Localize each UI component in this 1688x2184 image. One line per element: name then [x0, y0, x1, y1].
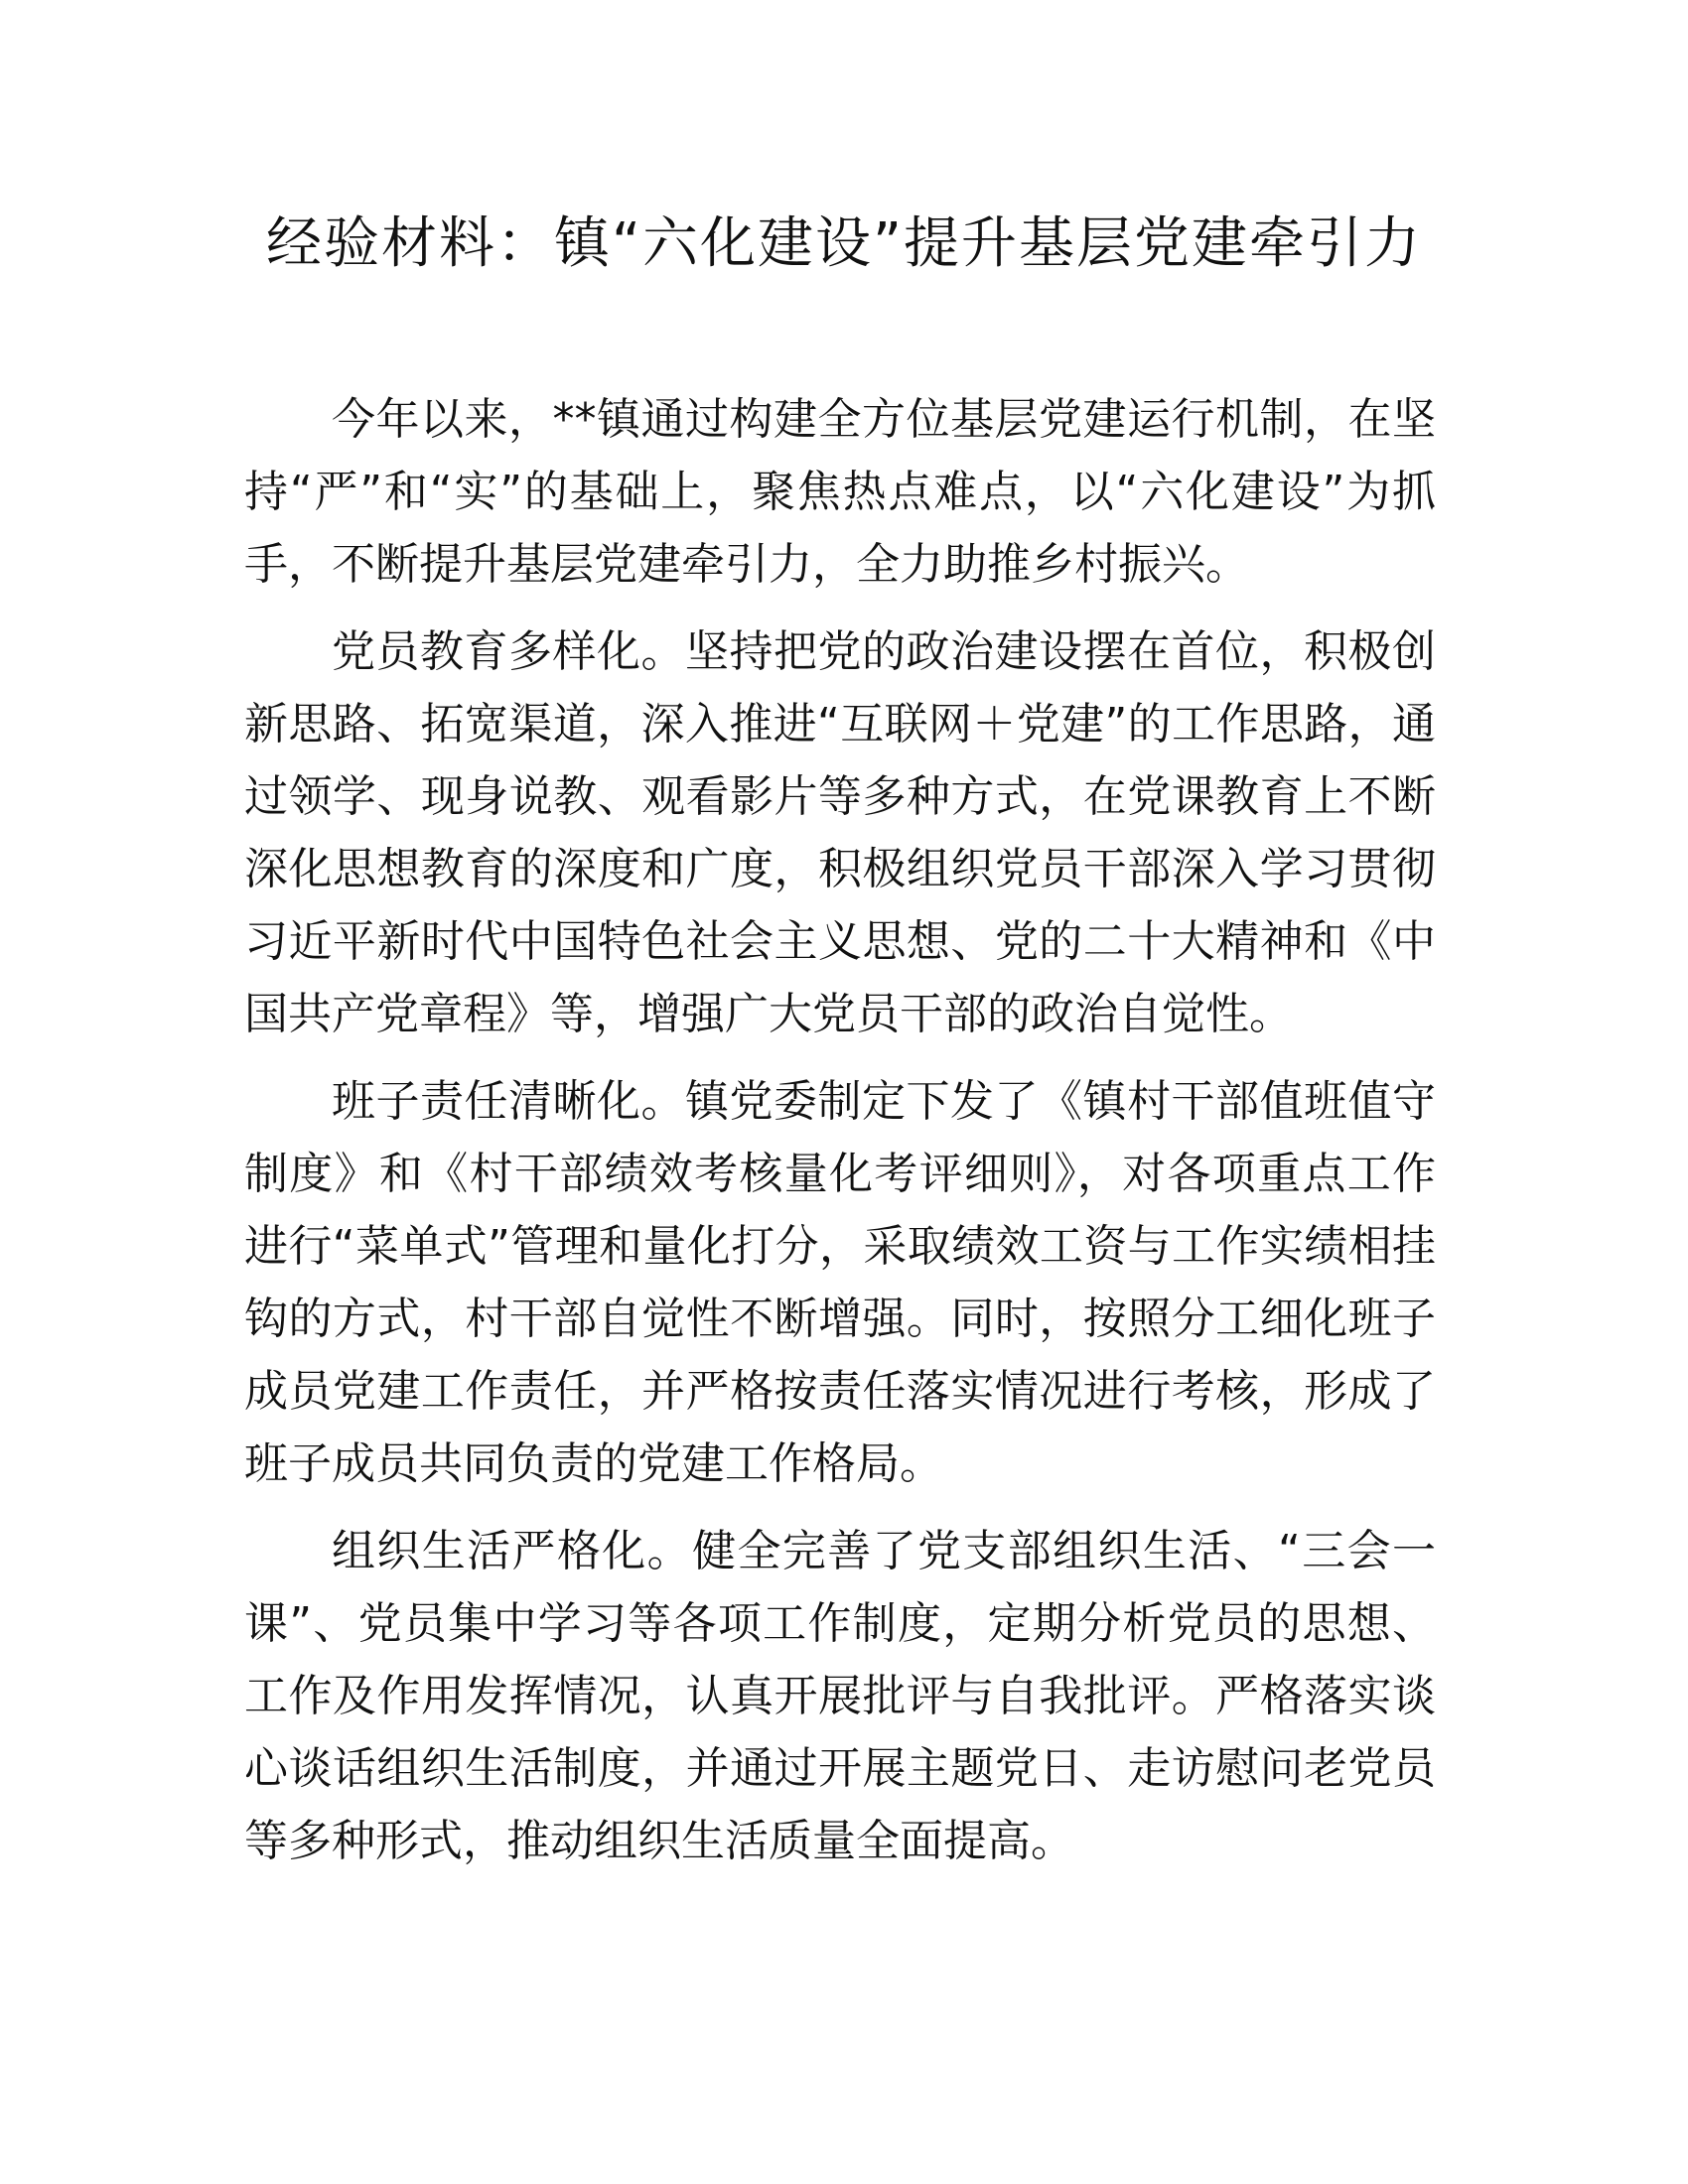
paragraph-text: 镇党委制定下发了《镇村干部值班值守制度》和《村干部绩效考核量化考评细则》，对各项重点工作进行“菜单式”管理和量化打分，采取绩效工资与工作实绩相挂钩的方式，村干部自觉性不断增强。同时，按照分工细化班子成员党建工作责任，并严格按责任落实情况进行考核，形成了班子成员共同负责的党建工作格局。 [244, 1076, 1436, 1489]
paragraph-lead: 班子责任清晰化。 [332, 1076, 685, 1127]
paragraph-lead: 党员教育多样化。 [332, 626, 685, 677]
paragraph-organizational-life [244, 1515, 1436, 1877]
document-body [244, 383, 1436, 1892]
document-title: 经验材料：镇“六化建设”提升基层党建牵引力 [265, 211, 1423, 276]
paragraph-text: 今年以来，**镇通过构建全方位基层党建运行机制，在坚持“严”和“实”的基础上，聚焦热点难点，以“六化建设”为抓手，不断提升基层党建牵引力，全力助推乡村振兴。 [244, 394, 1436, 590]
paragraph-team-responsibility [244, 1065, 1436, 1500]
paragraph-party-education [244, 615, 1436, 1050]
paragraph-text: 坚持把党的政治建设摆在首位，积极创新思路、拓宽渠道，深入推进“互联网＋党建”的工作思路，通过领学、现身说教、观看影片等多种方式，在党课教育上不断深化思想教育的深度和广度，积极组织党员干部深入学习贯彻习近平新时代中国特色社会主义思想、党的二十大精神和《中国共产党章程》等，增强广大党员干部的政治自觉性。 [244, 626, 1436, 1039]
paragraph-text: 健全完善了党支部组织生活、“三会一课”、党员集中学习等各项工作制度，定期分析党员的思想、工作及作用发挥情况，认真开展批评与自我批评。严格落实谈心谈话组织生活制度，并通过开展主题党日、走访慰问老党员等多种形式，推动组织生活质量全面提高。 [244, 1526, 1437, 1866]
paragraph-lead: 组织生活严格化。 [332, 1526, 693, 1576]
paragraph-intro [244, 383, 1436, 601]
